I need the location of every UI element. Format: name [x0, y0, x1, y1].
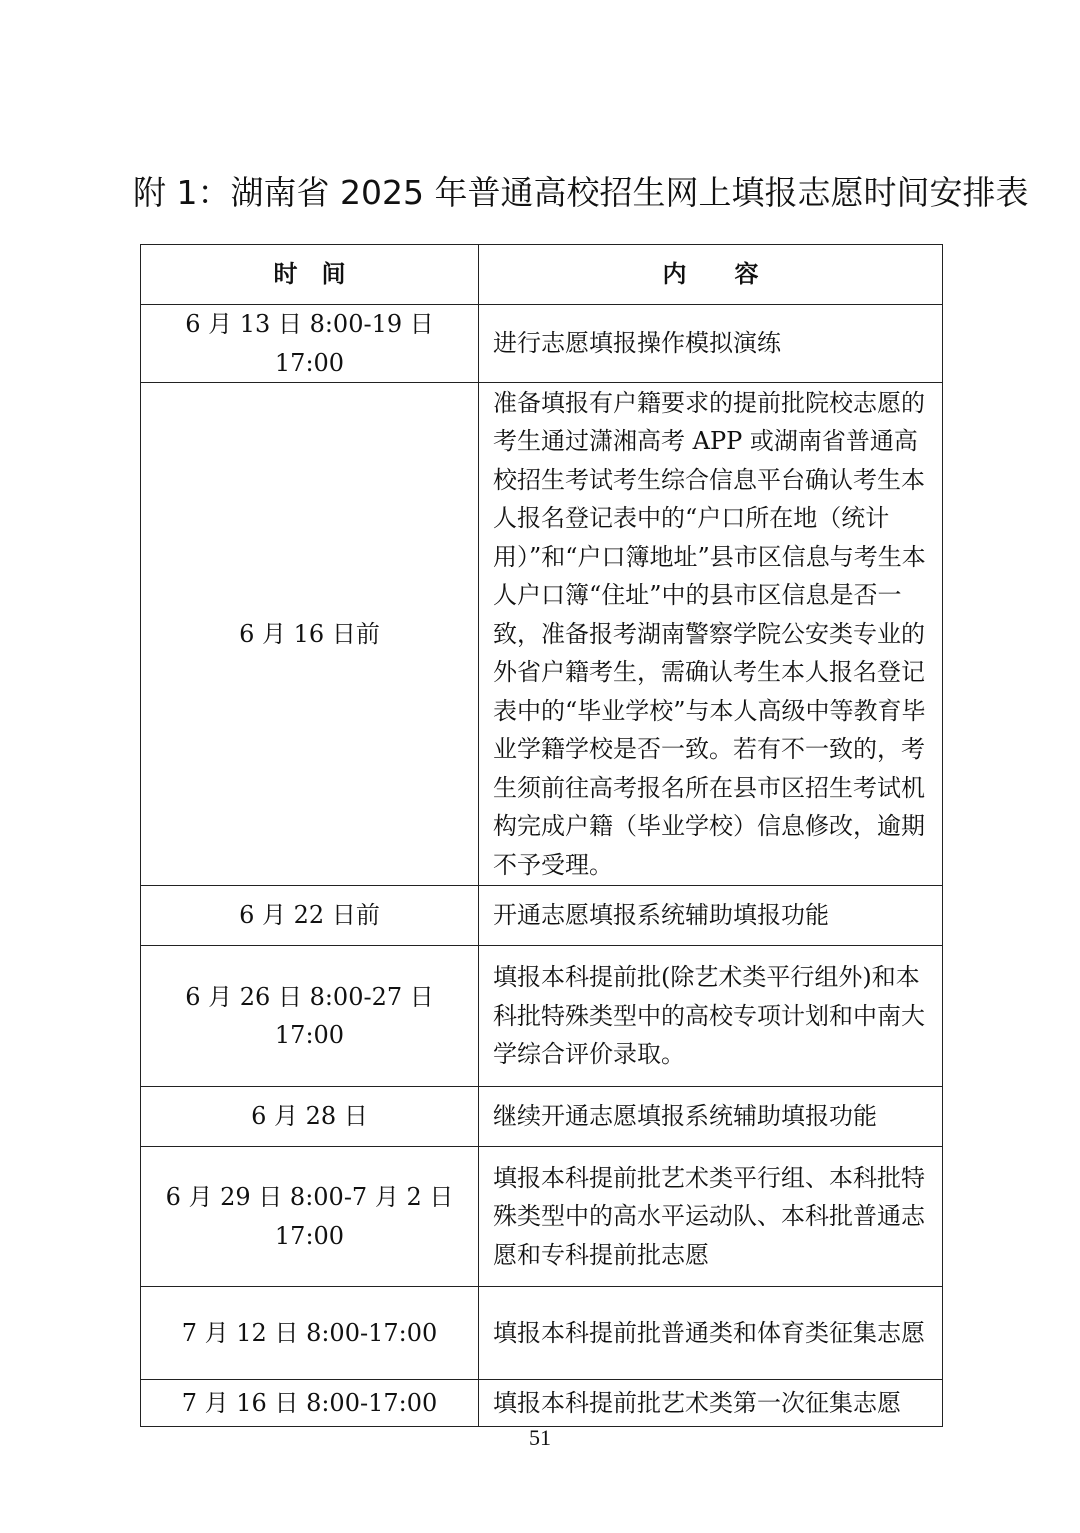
- time-cell: 6 月 28 日: [141, 1087, 479, 1147]
- page-number: 51: [529, 1425, 551, 1450]
- content-cell: 继续开通志愿填报系统辅助填报功能: [479, 1087, 943, 1147]
- table-row: [141, 1087, 943, 1147]
- table-header-row: [141, 245, 943, 305]
- time-cell: 6 月 13 日 8:00-19 日 17:00: [141, 305, 479, 383]
- content-cell: 开通志愿填报系统辅助填报功能: [479, 886, 943, 946]
- time-cell: 6 月 22 日前: [141, 886, 479, 946]
- table-row: [141, 305, 943, 383]
- content-cell: 进行志愿填报操作模拟演练: [479, 305, 943, 383]
- content-cell: 填报本科提前批(除艺术类平行组外)和本科批特殊类型中的高校专项计划和中南大学综合评价录取。: [479, 946, 943, 1087]
- table-row: [141, 1287, 943, 1380]
- content-cell: 填报本科提前批艺术类平行组、本科批特殊类型中的高水平运动队、本科批普通志愿和专科提前批志愿: [479, 1147, 943, 1287]
- table-row: [141, 1147, 943, 1287]
- page-title: 附 1：湖南省 2025 年普通高校招生网上填报志愿时间安排表: [133, 173, 1029, 212]
- time-cell: 7 月 16 日 8:00-17:00: [141, 1380, 479, 1427]
- schedule-table: [140, 244, 943, 1427]
- content-cell: 准备填报有户籍要求的提前批院校志愿的考生通过潇湘高考 APP 或湖南省普通高校招生考试考生综合信息平台确认考生本人报名登记表中的“户口所在地（统计用）”和“户口簿地址”县市区信息与考生本人户口簿“住址”中的县市区信息是否一致，准备报考湖南警察学院公安类专业的外省户籍考生，需确认考生本人报名登记表中的“毕业学校”与本人高级中等教育毕业学籍学校是否一致。若有不一致的，考生须前往高考报名所在县市区招生考试机构完成户籍（毕业学校）信息修改，逾期不予受理。: [479, 383, 943, 886]
- content-cell: 填报本科提前批艺术类第一次征集志愿: [479, 1380, 943, 1427]
- table-row: [141, 886, 943, 946]
- time-cell: 6 月 29 日 8:00-7 月 2 日 17:00: [141, 1147, 479, 1287]
- table-row: [141, 946, 943, 1087]
- time-cell: 6 月 26 日 8:00-27 日 17:00: [141, 946, 479, 1087]
- table-row: [141, 383, 943, 886]
- time-cell: 6 月 16 日前: [141, 383, 479, 886]
- header-content: 内 容: [479, 245, 943, 305]
- content-cell: 填报本科提前批普通类和体育类征集志愿: [479, 1287, 943, 1380]
- header-time: 时 间: [141, 245, 479, 305]
- table-row: [141, 1380, 943, 1427]
- time-cell: 7 月 12 日 8:00-17:00: [141, 1287, 479, 1380]
